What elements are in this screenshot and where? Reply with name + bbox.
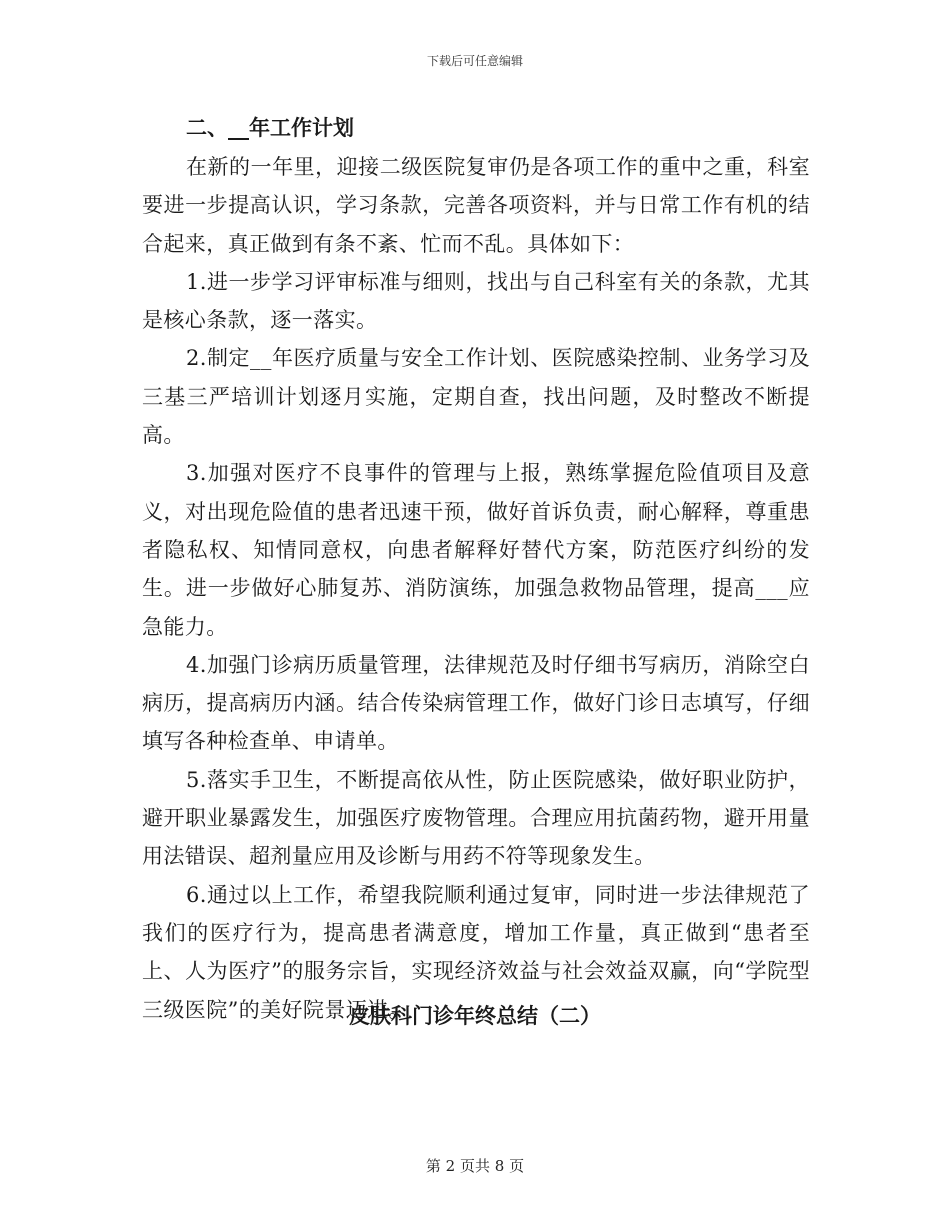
plan-item-6: 6.通过以上工作，希望我院顺利通过复审，同时进一步法律规范了我们的医疗行为，提高患者满意度，增加工作量，真正做到“患者至上、人为医疗”的服务宗旨，实现经济效益与社会效益双赢，向“学院型三级医院”的美好院景迈进。	[142, 882, 810, 1022]
plan-item-1: 1.进一步学习评审标准与细则，找出与自己科室有关的条款，尤其是核心条款，逐一落实。	[142, 269, 810, 333]
plan-item-2: 2.制定__年医疗质量与安全工作计划、医院感染控制、业务学习及三基三严培训计划逐月实施，定期自查，找出问题，及时整改不断提高。	[142, 346, 810, 448]
intro-paragraph: 在新的一年里，迎接二级医院复审仍是各项工作的重中之重，科室要进一步提高认识，学习条款，完善各项资料，并与日常工作有机的结合起来，真正做到有条不紊、忙而不乱。具体如下：	[142, 155, 810, 256]
next-document-title: 皮肤科门诊年终总结（二）	[349, 1003, 601, 1028]
plan-item-5: 5.落实手卫生，不断提高依从性，防止医院感染，做好职业防护，避开职业暴露发生，加强医疗废物管理。合理应用抗菌药物，避开用量用法错误、超剂量应用及诊断与用药不符等现象发生。	[142, 767, 810, 869]
plan-item-3: 3.加强对医疗不良事件的管理与上报，熟练掌握危险值项目及意义，对出现危险值的患者迅速干预，做好首诉负责，耐心解释，尊重患者隐私权、知情同意权，向患者解释好替代方案，防范医疗纠纷的发生。进一步做好心肺复苏、消防演练，加强急救物品管理，提高___应急能力。	[142, 461, 810, 639]
section-heading: 二、__年工作计划	[186, 115, 354, 140]
header-note: 下载后可任意编辑	[426, 54, 523, 68]
page-number: 第 2 页共 8 页	[425, 1157, 525, 1175]
plan-item-4: 4.加强门诊病历质量管理，法律规范及时仔细书写病历，消除空白病历，提高病历内涵。结合传染病管理工作，做好门诊日志填写，仔细填写各种检查单、申请单。	[142, 652, 810, 754]
document-body	[142, 108, 810, 1029]
